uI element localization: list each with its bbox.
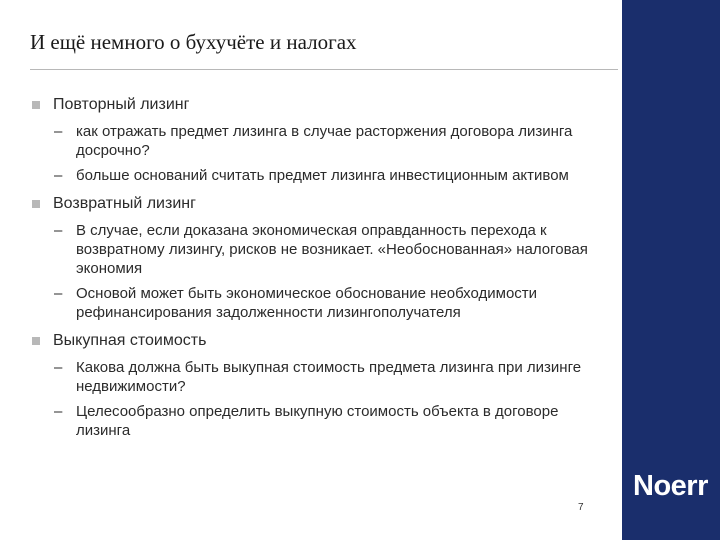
sub-bullet [54,166,605,185]
dash-icon: – [54,167,63,184]
sub-bullet-text: В случае, если доказана экономическая оправданность перехода к возвратному лизингу, рисков не возникает. «Необоснованная» налоговая экономия [76,222,588,277]
dash-icon: – [54,123,63,140]
noerr-logo: Noerr [633,470,708,502]
sub-bullet [54,221,605,278]
sub-bullet [54,358,605,396]
sub-bullet-text: Целесообразно определить выкупную стоимость объекта в договоре лизинга [76,403,559,439]
section-repeat-leasing [30,94,605,185]
bullet-heading-row [30,330,605,352]
sub-bullet [54,284,605,322]
bullet-heading-row [30,94,605,116]
bullet-heading-row [30,193,605,215]
dash-icon: – [54,359,63,376]
sub-bullet [54,122,605,160]
square-bullet-icon [32,200,40,208]
sub-bullet-text: больше оснований считать предмет лизинга инвестиционным активом [76,167,569,184]
sub-bullet-text: Какова должна быть выкупная стоимость предмета лизинга при лизинге недвижимости? [76,359,582,395]
sub-bullet-text: как отражать предмет лизинга в случае расторжения договора лизинга досрочно? [76,123,573,159]
dash-icon: – [54,222,63,239]
brand-side-panel [622,0,720,540]
sub-bullet [54,402,605,440]
sub-bullet-text: Основой может быть экономическое обоснование необходимости рефинансирования задолженности лизингополучателя [76,285,538,321]
section-buyout-value [30,330,605,440]
slide-content [30,94,605,448]
page-number: 7 [578,502,584,513]
dash-icon: – [54,285,63,302]
square-bullet-icon [32,337,40,345]
title-divider [30,69,618,70]
bullet-heading: Повторный лизинг [53,96,190,113]
square-bullet-icon [32,101,40,109]
section-leaseback [30,193,605,322]
dash-icon: – [54,403,63,420]
slide-title: И ещё немного о бухучёте и налогах [30,30,357,54]
bullet-heading: Возвратный лизинг [53,195,196,212]
bullet-heading: Выкупная стоимость [53,332,207,349]
